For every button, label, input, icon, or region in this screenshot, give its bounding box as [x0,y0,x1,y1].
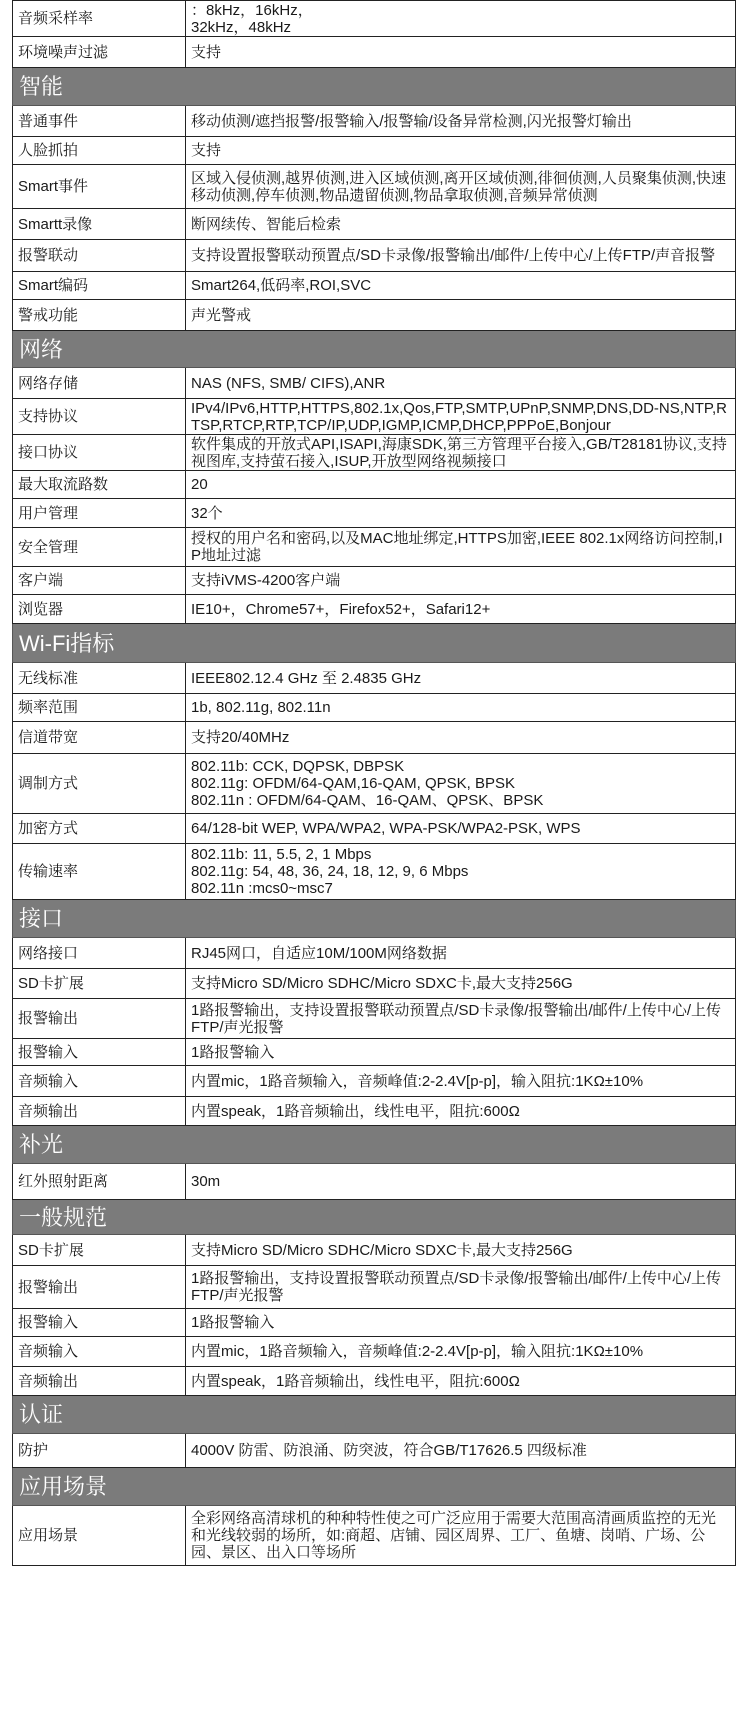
section-title: 网络 [13,331,736,368]
spec-value: 内置speak，1路音频输出，线性电平，阻抗:600Ω [186,1367,736,1396]
section-title: 应用场景 [13,1468,736,1506]
spec-value: 软件集成的开放式API,ISAPI,海康SDK,第三方管理平台接入,GB/T28181协议,支持视图库,支持萤石接入,ISUP,开放型网络视频接口 [186,435,736,471]
spec-row [13,37,736,68]
spec-key: 警戒功能 [13,300,186,331]
spec-key: 接口协议 [13,435,186,471]
spec-value: 区域入侵侦测,越界侦测,进入区域侦测,离开区域侦测,徘徊侦测,人员聚集侦测,快速移动侦测,停车侦测,物品遗留侦测,物品拿取侦测,音频异常侦测 [186,165,736,209]
spec-row [13,1235,736,1266]
spec-row [13,1434,736,1468]
spec-row [13,300,736,331]
spec-row [13,844,736,900]
spec-value: ：8kHz，16kHz， 32kHz，48kHz [186,1,736,37]
spec-row [13,1,736,37]
spec-row [13,567,736,595]
spec-row [13,272,736,300]
spec-value: 支持设置报警联动预置点/SD卡录像/报警输出/邮件/上传中心/上传FTP/声音报警 [186,240,736,272]
spec-key: Smart编码 [13,272,186,300]
spec-row [13,499,736,528]
spec-value: 断网续传、智能后检索 [186,209,736,240]
spec-key: 浏览器 [13,595,186,624]
spec-value: 4000V 防雷、防浪涌、防突波，符合GB/T17626.5 四级标准 [186,1434,736,1468]
spec-row [13,814,736,844]
spec-row [13,1309,736,1337]
section-title: 接口 [13,900,736,938]
spec-row [13,209,736,240]
section-title: 补光 [13,1126,736,1164]
spec-row [13,165,736,209]
spec-row [13,1097,736,1126]
spec-key: 应用场景 [13,1506,186,1566]
spec-value: NAS (NFS, SMB/ CIFS),ANR [186,368,736,399]
spec-row [13,1367,736,1396]
spec-value: 全彩网络高清球机的种种特性使之可广泛应用于需要大范围高清画质监控的无光和光线较弱的场所，如:商超、店铺、园区周界、工厂、鱼塘、岗哨、广场、公园、景区、出入口等场所 [186,1506,736,1566]
spec-value: 1路报警输出，支持设置报警联动预置点/SD卡录像/报警输出/邮件/上传中心/上传FTP/声光报警 [186,1266,736,1309]
spec-row [13,999,736,1039]
spec-value: 64/128-bit WEP, WPA/WPA2, WPA-PSK/WPA2-PSK, WPS [186,814,736,844]
spec-row [13,1039,736,1066]
spec-key: 音频输出 [13,1367,186,1396]
spec-value: 1b, 802.11g, 802.11n [186,694,736,722]
spec-key: 加密方式 [13,814,186,844]
section-title: Wi-Fi指标 [13,624,736,663]
spec-value: 32个 [186,499,736,528]
spec-row [13,754,736,814]
section-title: 智能 [13,68,736,106]
spec-row [13,1337,736,1367]
spec-value: 声光警戒 [186,300,736,331]
spec-key: 无线标准 [13,663,186,694]
spec-key: 音频采样率 [13,1,186,37]
spec-row [13,663,736,694]
spec-value: IE10+，Chrome57+，Firefox52+，Safari12+ [186,595,736,624]
spec-value: 1路报警输出，支持设置报警联动预置点/SD卡录像/报警输出/邮件/上传中心/上传FTP/声光报警 [186,999,736,1039]
spec-key: SD卡扩展 [13,969,186,999]
spec-row [13,1506,736,1566]
spec-value: 内置mic，1路音频输入，音频峰值:2-2.4V[p-p]，输入阻抗:1KΩ±10% [186,1337,736,1367]
spec-row [13,399,736,435]
spec-key: 音频输入 [13,1066,186,1097]
spec-key: Smartt录像 [13,209,186,240]
spec-key: 支持协议 [13,399,186,435]
spec-key: 频率范围 [13,694,186,722]
spec-key: 报警输出 [13,1266,186,1309]
section-title: 认证 [13,1396,736,1434]
spec-key: 信道带宽 [13,722,186,754]
spec-value: 802.11b: CCK, DQPSK, DBPSK 802.11g: OFDM/64-QAM,16-QAM, QPSK, BPSK 802.11n : OFDM/64-QAM、16-QAM、QPSK、BPSK [186,754,736,814]
spec-row [13,368,736,399]
spec-row [13,106,736,137]
spec-key: SD卡扩展 [13,1235,186,1266]
spec-value: 802.11b: 11, 5.5, 2, 1 Mbps 802.11g: 54, 48, 36, 24, 18, 12, 9, 6 Mbps 802.11n :mcs0~msc7 [186,844,736,900]
spec-row [13,694,736,722]
spec-key: 音频输出 [13,1097,186,1126]
spec-key: 红外照射距离 [13,1164,186,1200]
spec-key: 环境噪声过滤 [13,37,186,68]
spec-row [13,722,736,754]
spec-value: 30m [186,1164,736,1200]
spec-key: 客户端 [13,567,186,595]
spec-row [13,1266,736,1309]
spec-value: 移动侦测/遮挡报警/报警输入/报警输/设备异常检测,闪光报警灯输出 [186,106,736,137]
spec-key: 用户管理 [13,499,186,528]
spec-key: 网络接口 [13,938,186,969]
spec-key: 防护 [13,1434,186,1468]
section-header-row [13,1468,736,1506]
spec-key: 报警输入 [13,1039,186,1066]
spec-key: 普通事件 [13,106,186,137]
spec-value: 授权的用户名和密码,以及MAC地址绑定,HTTPS加密,IEEE 802.1x网络访问控制,IP地址过滤 [186,528,736,567]
spec-value: Smart264,低码率,ROI,SVC [186,272,736,300]
section-header-row [13,68,736,106]
spec-value: 支持iVMS-4200客户端 [186,567,736,595]
section-header-row [13,900,736,938]
section-header-row [13,331,736,368]
spec-value: 内置speak，1路音频输出，线性电平，阻抗:600Ω [186,1097,736,1126]
spec-row [13,137,736,165]
spec-key: 音频输入 [13,1337,186,1367]
spec-key: 人脸抓拍 [13,137,186,165]
spec-value: IEEE802.12.4 GHz 至 2.4835 GHz [186,663,736,694]
spec-key: 网络存储 [13,368,186,399]
section-title: 一般规范 [13,1200,736,1235]
spec-row [13,1066,736,1097]
spec-value: 支持Micro SD/Micro SDHC/Micro SDXC卡,最大支持256G [186,1235,736,1266]
spec-key: 调制方式 [13,754,186,814]
spec-row [13,1164,736,1200]
spec-table [12,0,736,1566]
spec-key: 传输速率 [13,844,186,900]
spec-value: 支持20/40MHz [186,722,736,754]
spec-key: Smart事件 [13,165,186,209]
spec-row [13,938,736,969]
spec-value: 1路报警输入 [186,1309,736,1337]
spec-value: RJ45网口，自适应10M/100M网络数据 [186,938,736,969]
spec-key: 报警输出 [13,999,186,1039]
section-header-row [13,624,736,663]
spec-value: 1路报警输入 [186,1039,736,1066]
spec-row [13,240,736,272]
spec-row [13,969,736,999]
spec-key: 安全管理 [13,528,186,567]
spec-row [13,435,736,471]
spec-key: 报警输入 [13,1309,186,1337]
spec-value: 20 [186,471,736,499]
spec-row [13,471,736,499]
spec-value: IPv4/IPv6,HTTP,HTTPS,802.1x,Qos,FTP,SMTP,UPnP,SNMP,DNS,DD-NS,NTP,RTSP,RTCP,RTP,TCP/IP,UDP,IGMP,ICMP,DHCP,PPPoE,Bonjour [186,399,736,435]
spec-value: 支持Micro SD/Micro SDHC/Micro SDXC卡,最大支持256G [186,969,736,999]
spec-row [13,595,736,624]
section-header-row [13,1396,736,1434]
spec-key: 报警联动 [13,240,186,272]
spec-row [13,528,736,567]
spec-value: 内置mic，1路音频输入，音频峰值:2-2.4V[p-p]，输入阻抗:1KΩ±10% [186,1066,736,1097]
spec-key: 最大取流路数 [13,471,186,499]
spec-value: 支持 [186,137,736,165]
spec-value: 支持 [186,37,736,68]
section-header-row [13,1200,736,1235]
section-header-row [13,1126,736,1164]
